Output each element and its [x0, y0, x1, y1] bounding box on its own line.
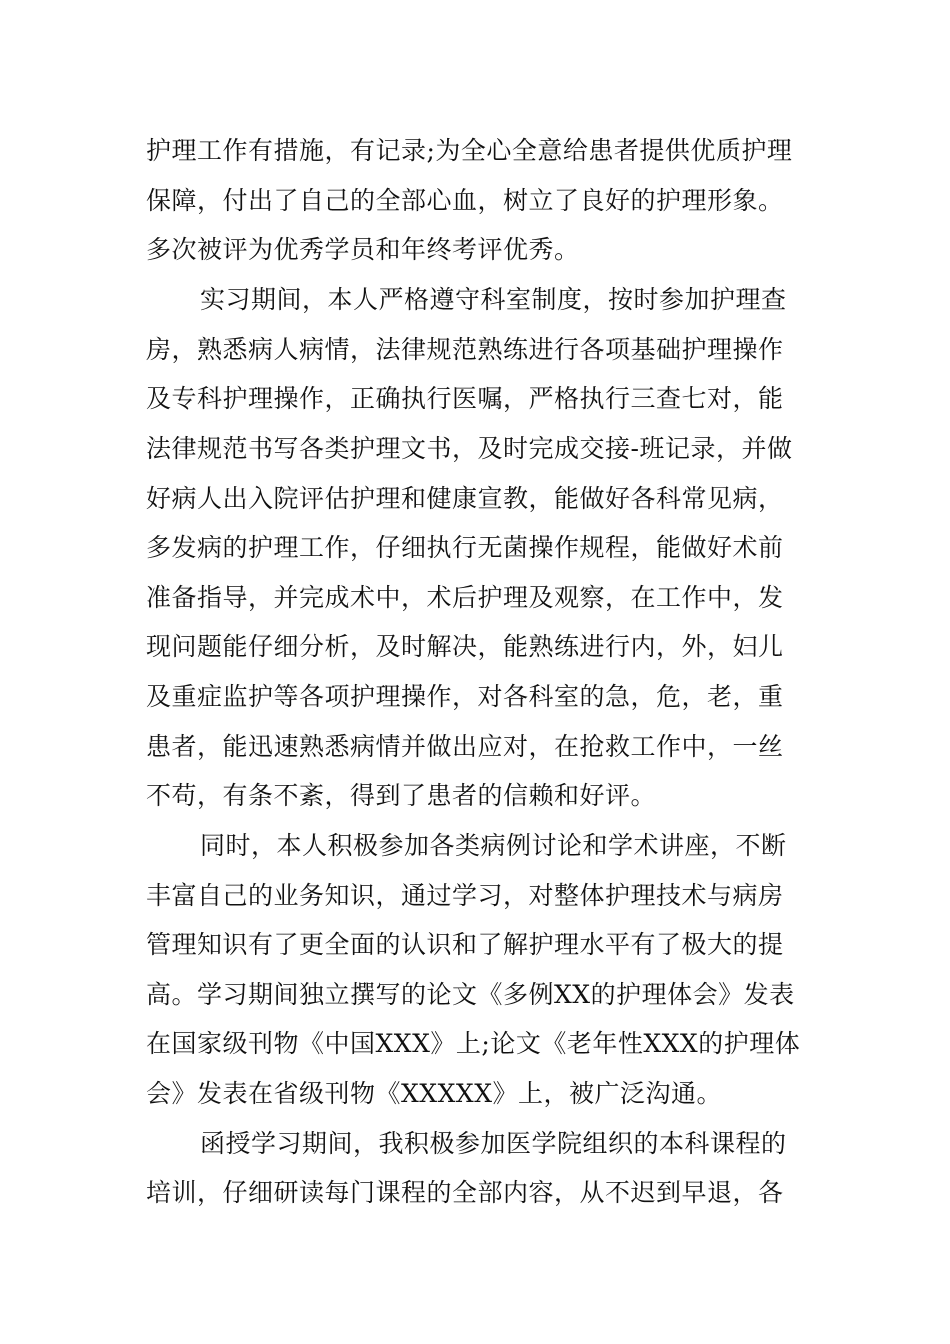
text-line: 及重症监护等各项护理操作，对各科室的急，危，老，重 [146, 682, 784, 711]
text-line: 准备指导，并完成术中，术后护理及观察，在工作中，发 [146, 583, 784, 612]
text-line: 现问题能仔细分析，及时解决，能熟练进行内，外，妇儿 [146, 632, 784, 661]
paragraph-first-line: 实习期间，本人严格遵守科室制度，按时参加护理查 [200, 285, 787, 314]
paragraph-first-line: 函授学习期间，我积极参加医学院组织的本科课程的 [200, 1129, 787, 1158]
text-line: 患者，能迅速熟悉病情并做出应对，在抢救工作中，一丝 [146, 732, 784, 761]
text-line: 在国家级刊物《中国XXX》上;论文《老年性XXX的护理体 [146, 1029, 801, 1058]
text-line: 多次被评为优秀学员和年终考评优秀。 [146, 235, 580, 264]
text-line: 多发病的护理工作，仔细执行无菌操作规程，能做好术前 [146, 533, 784, 562]
text-line: 高。学习期间独立撰写的论文《多例XX的护理体会》发表 [146, 980, 795, 1009]
text-line: 丰富自己的业务知识，通过学习，对整体护理技术与病房 [146, 881, 784, 910]
text-line: 法律规范书写各类护理文书，及时完成交接-班记录，并做 [146, 434, 793, 463]
text-line: 管理知识有了更全面的认识和了解护理水平有了极大的提 [146, 930, 784, 959]
text-line: 好病人出入院评估护理和健康宣教，能做好各科常见病， [146, 484, 784, 513]
paragraph-first-line: 同时，本人积极参加各类病例讨论和学术讲座，不断 [200, 831, 787, 860]
text-line: 不苟，有条不紊，得到了患者的信赖和好评。 [146, 781, 657, 810]
text-line: 及专科护理操作，正确执行医嘱，严格执行三查七对，能 [146, 384, 784, 413]
text-line: 培训，仔细研读每门课程的全部内容，从不迟到早退，各 [146, 1178, 784, 1207]
text-line: 房，熟悉病人病情，法律规范熟练进行各项基础护理操作 [146, 335, 784, 364]
text-line: 会》发表在省级刊物《XXXXX》上，被广泛沟通。 [146, 1079, 722, 1108]
text-line: 保障，付出了自己的全部心血，树立了良好的护理形象。 [146, 186, 784, 215]
text-line: 护理工作有措施，有记录;为全心全意给患者提供优质护理 [146, 136, 793, 165]
